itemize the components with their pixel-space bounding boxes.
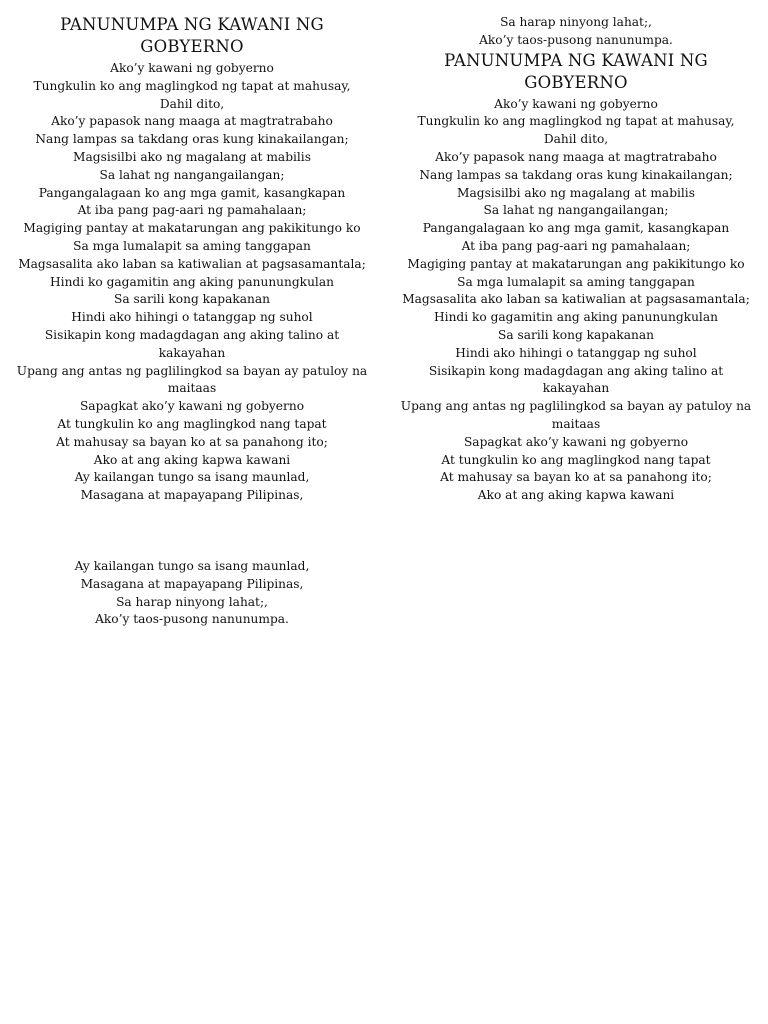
- oath-line: Ako’y taos-pusong nanunumpa.: [95, 612, 289, 627]
- oath-line: Magiging pantay at makatarungan ang pakikitungo ko: [407, 256, 745, 271]
- left-title-line-2: GOBYERNO: [140, 37, 244, 56]
- oath-line: Sa harap ninyong lahat;,: [500, 15, 652, 29]
- oath-line: Magsisilbi ako ng magalang at mabilis: [457, 185, 695, 200]
- oath-line: Hindi ako hihingi o tatanggap ng suhol: [455, 345, 697, 360]
- right-column: [386, 14, 766, 505]
- oath-line: Sa mga lumalapit sa aming tanggapan: [73, 238, 311, 253]
- oath-line: Upang ang antas ng paglilingkod sa bayan ay patuloy na: [16, 363, 368, 378]
- oath-line: Pangangalagaan ko ang mga gamit, kasangkapan: [422, 221, 730, 236]
- oath-line: Ako’y papasok nang maaga at magtratrabaho: [435, 149, 717, 164]
- oath-line: Hindi ko gagamitin ang aking panunungkulan: [434, 310, 718, 325]
- oath-line: At tungkulin ko ang maglingkod nang tapat: [441, 452, 711, 467]
- oath-line: Sapagkat ako’y kawani ng gobyerno: [463, 434, 689, 449]
- oath-line: Ako’y papasok nang maaga at magtratrabaho: [51, 114, 333, 129]
- oath-line: Tungkulin ko ang maglingkod ng tapat at mahusay,: [417, 114, 735, 129]
- oath-line: Hindi ko gagamitin ang aking panunungkulan: [50, 274, 334, 289]
- oath-line: Sisikapin kong madagdagan ang aking talino at: [44, 327, 340, 342]
- left-column: [2, 14, 382, 629]
- oath-line: Ako at ang aking kapwa kawani: [93, 452, 291, 467]
- oath-line: kakayahan: [158, 345, 226, 360]
- oath-line: Masagana at mapayapang Pilipinas,: [80, 488, 304, 503]
- right-title-line-1: PANUNUMPA NG KAWANI NG: [444, 50, 708, 70]
- oath-line: Tungkulin ko ang maglingkod ng tapat at mahusay,: [33, 78, 351, 93]
- oath-line: Magsisilbi ako ng magalang at mabilis: [73, 149, 311, 164]
- oath-line: Hindi ako hihingi o tatanggap ng suhol: [71, 310, 313, 325]
- oath-line: Nang lampas sa takdang oras kung kinakailangan;: [419, 167, 733, 182]
- oath-line: Sa mga lumalapit sa aming tanggapan: [457, 274, 695, 289]
- oath-line: Dahil dito,: [543, 132, 609, 147]
- oath-line: Ay kailangan tungo sa isang maunlad,: [74, 470, 310, 485]
- right-oath-text: [386, 96, 766, 505]
- oath-line: Masagana at mapayapang Pilipinas,: [80, 576, 304, 591]
- oath-line: At iba pang pag-aari ng pamahalaan;: [461, 238, 691, 253]
- oath-line: Nang lampas sa takdang oras kung kinakailangan;: [35, 132, 349, 147]
- oath-line: Sa lahat ng nangangailangan;: [99, 167, 285, 182]
- oath-line: Magsasalita ako laban sa katiwalian at pagsasamantala;: [402, 292, 750, 307]
- oath-line: Sa harap ninyong lahat;,: [116, 594, 268, 609]
- oath-line: Sisikapin kong madagdagan ang aking talino at: [428, 363, 724, 378]
- oath-line: Magsasalita ako laban sa katiwalian at pagsasamantala;: [18, 256, 366, 271]
- left-oath-text: [2, 60, 382, 505]
- oath-line: Ako’y taos-pusong nanunumpa.: [479, 32, 673, 47]
- oath-line: Sapagkat ako’y kawani ng gobyerno: [79, 399, 305, 414]
- oath-line: Pangangalagaan ko ang mga gamit, kasangkapan: [38, 185, 346, 200]
- oath-line: Sa lahat ng nangangailangan;: [483, 203, 669, 218]
- blank-gap: [2, 505, 382, 558]
- oath-line: At tungkulin ko ang maglingkod nang tapat: [57, 416, 327, 431]
- oath-line: Ako at ang aking kapwa kawani: [477, 488, 675, 503]
- oath-line: Ay kailangan tungo sa isang maunlad,: [74, 558, 310, 573]
- left-closing-text: [2, 558, 382, 629]
- oath-line: At mahusay sa bayan ko at sa panahong ito;: [56, 434, 328, 449]
- right-title-line-2: GOBYERNO: [524, 72, 628, 92]
- oath-line: Ako’y kawani ng gobyerno: [494, 96, 658, 111]
- left-title-line-1: PANUNUMPA NG KAWANI NG: [60, 15, 324, 34]
- oath-line: Magiging pantay at makatarungan ang pakikitungo ko: [23, 221, 361, 236]
- oath-line: Ako’y kawani ng gobyerno: [110, 61, 274, 75]
- oath-line: Sa sarili kong kapakanan: [114, 292, 270, 307]
- oath-line: Upang ang antas ng paglilingkod sa bayan ay patuloy na: [400, 399, 752, 414]
- right-leading-text: [386, 14, 766, 50]
- oath-line: maitaas: [551, 416, 601, 431]
- oath-line: Sa sarili kong kapakanan: [498, 327, 654, 342]
- oath-line: kakayahan: [542, 381, 610, 396]
- oath-line: At iba pang pag-aari ng pamahalaan;: [77, 203, 307, 218]
- oath-line: maitaas: [167, 381, 217, 396]
- oath-line: Dahil dito,: [159, 96, 225, 111]
- oath-line: At mahusay sa bayan ko at sa panahong ito;: [440, 470, 712, 485]
